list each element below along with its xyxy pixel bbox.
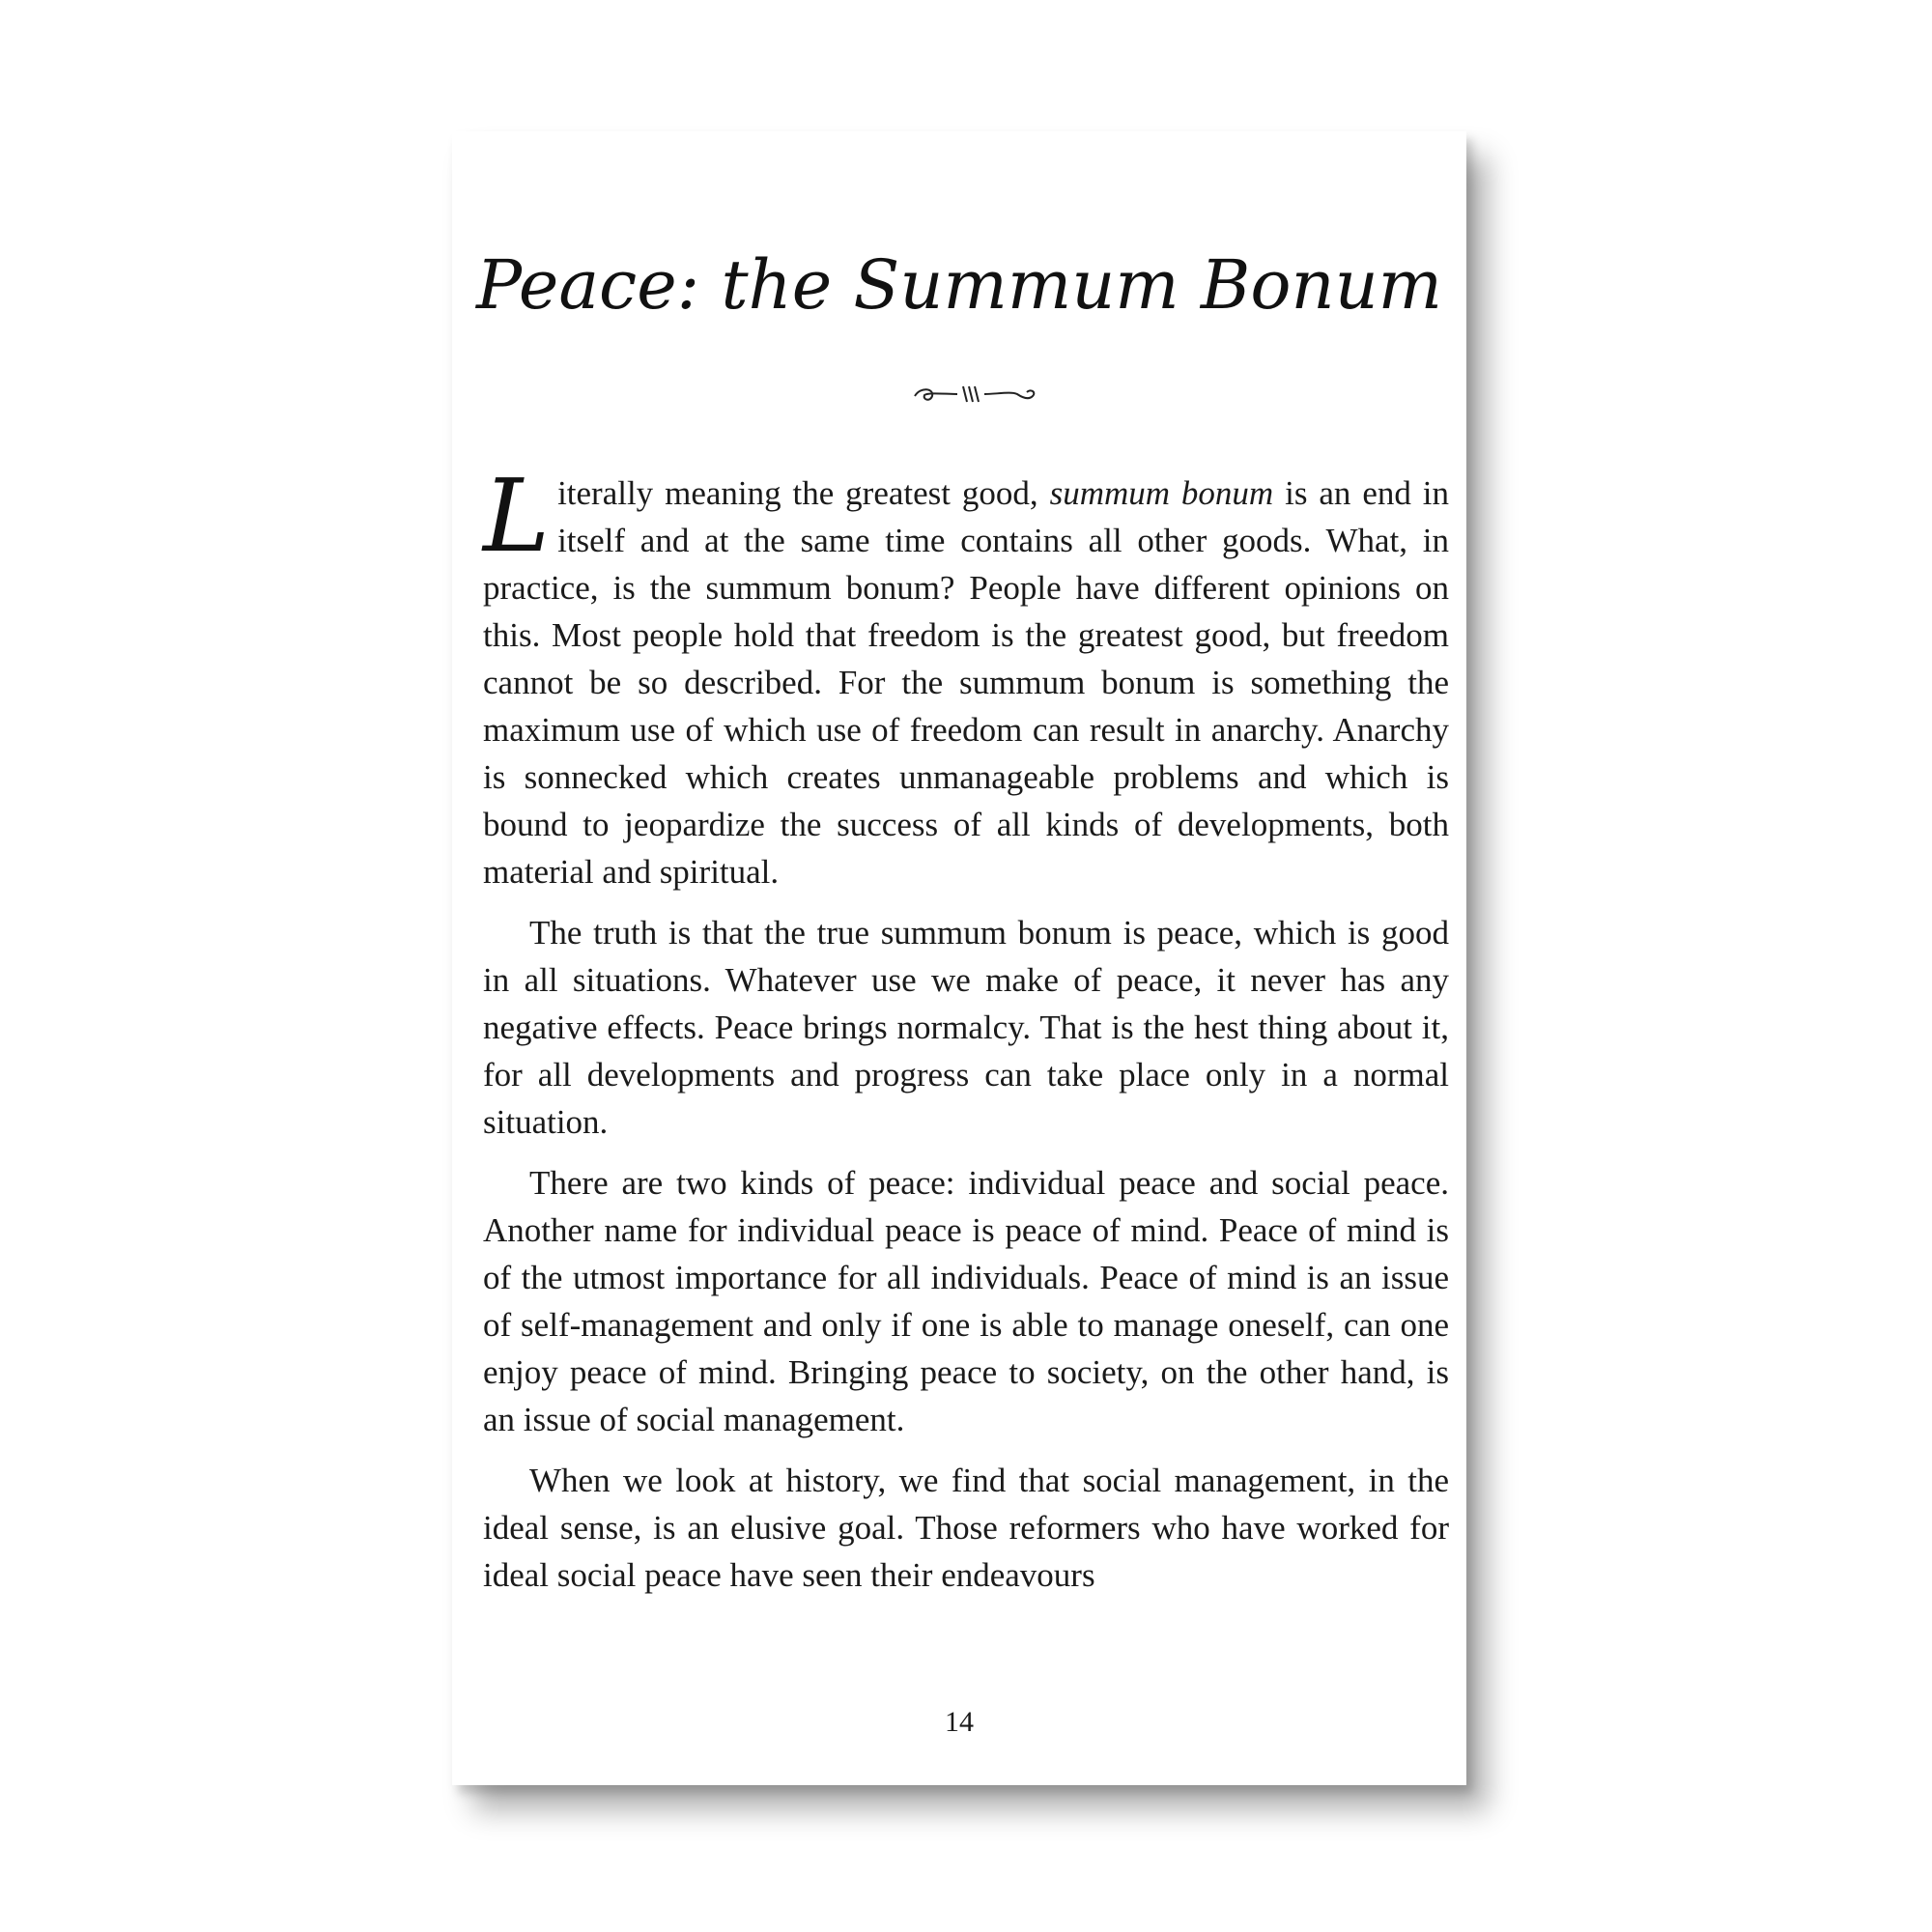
book-page [452,131,1466,1785]
page-number: 14 [945,1706,974,1738]
paragraph-1-start: iterally meaning the greatest good, [557,474,1050,512]
paragraph-2: The truth is that the true summum bonum is peace, which is good in all situations. Whatever use we make of peace, it never has any negative effects. Peace brings normalcy. That is the hest thing about it, for all developments and progress can take place only in a normal situation. [483,914,1449,1141]
paragraph-1-rest: is an end in itself and at the same time contains all other goods. What, in practice, is the summum bonum? People have different opinions on this. Most people hold that freedom is the greatest good, but freedom cannot be so described. For the summum bonum is something the maximum use of which use of freedom can result in anarchy. Anarchy is sonnecked which creates unmanageable problems and which is bound to jeopardize the success of all kinds of developments, both material and spiritual. [483,474,1449,891]
body-text [483,457,1449,1612]
paragraph-1 [483,457,1449,895]
chapter-title: Peace: the Summum Bonum [475,245,1443,325]
drop-cap: L [483,457,551,575]
paragraph-4: When we look at history, we find that social management, in the ideal sense, is an elusive goal. Those reformers who have worked for ideal social peace have seen their endeavours [483,1462,1449,1594]
paragraph-1-italic-term: summum bonum [1049,474,1274,512]
flourish-divider-icon [907,375,1042,413]
paragraph-3: There are two kinds of peace: individual peace and social peace. Another name for individual peace is peace of mind. Peace of mind is of the utmost importance for all individuals. Peace of mind is an issue of self-management and only if one is able to manage oneself, can one enjoy peace of mind. Bringing peace to society, on the other hand, is an issue of social management. [483,1164,1449,1438]
